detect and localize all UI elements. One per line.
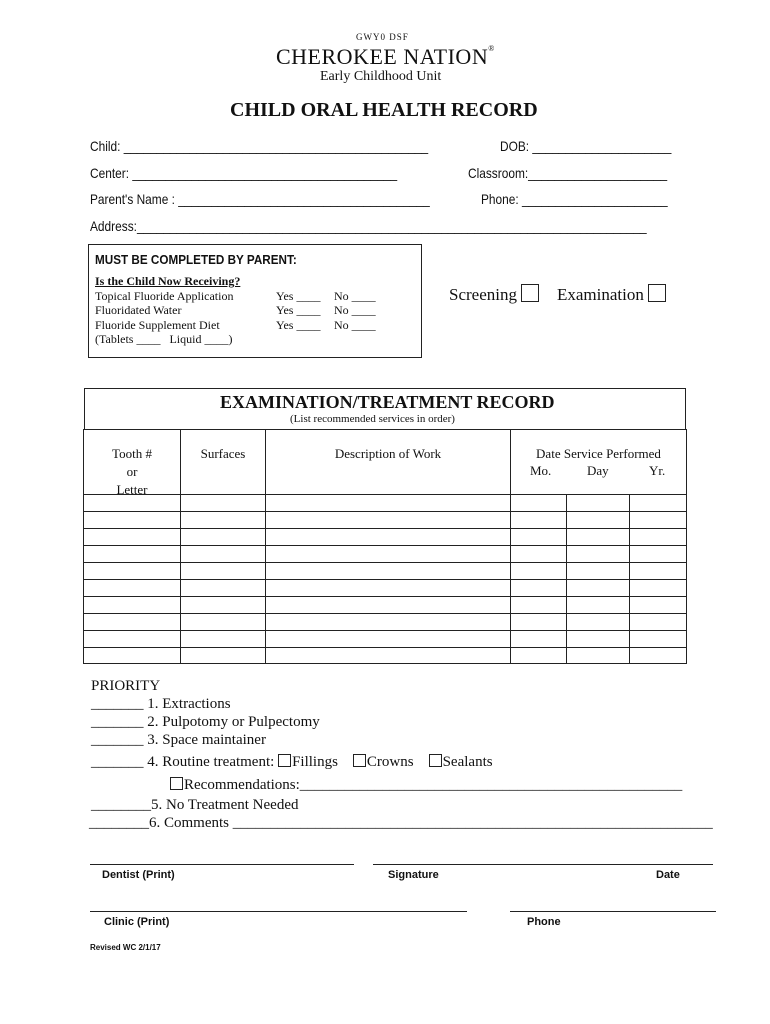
org-name: CHEROKEE NATION [276,44,489,69]
tablets-liquid[interactable]: (Tablets ____ Liquid ____) [95,332,233,346]
row-no[interactable]: No ____ [334,303,376,317]
dentist-line[interactable] [90,864,354,865]
screening-label: Screening [449,285,517,304]
row-no[interactable]: No ____ [334,289,376,303]
col-description-header: Description of Work [334,446,442,461]
signature-label: Signature [388,869,439,881]
receiving-question: Is the Child Now Receiving? [95,274,241,288]
syllabary-text: GWY0 DSF [356,32,409,42]
col-day-header: Day [587,463,609,478]
item4-label: _______ 4. Routine treatment: [91,754,275,770]
row-yes[interactable]: Yes ____ [276,289,321,303]
col-yr-header: Yr. [649,463,666,478]
priority-item-1[interactable]: _______ 1. Extractions [91,696,231,712]
col-surfaces-header: Surfaces [200,446,246,461]
priority-item-2[interactable]: _______ 2. Pulpotomy or Pulpectomy [91,714,320,730]
center-field[interactable]: Center: ________________________________________ [90,165,398,181]
row-no[interactable]: No ____ [334,318,376,332]
crowns-label: Crowns [366,754,414,770]
unit-name: Early Childhood Unit [320,69,442,84]
col-mo-header: Mo. [530,463,552,478]
row-yes[interactable]: Yes ____ [276,303,321,317]
priority-heading: PRIORITY [91,678,161,694]
phone-line[interactable] [510,911,716,912]
recommendations-label: Recommendations:___________________________________________________ [184,777,683,793]
address-field[interactable]: Address:_____________________________________________________________________________ [90,218,647,234]
clinic-label: Clinic (Print) [104,916,170,928]
dob-field[interactable]: DOB: _____________________ [500,138,672,154]
fillings-label: Fillings [292,754,338,770]
row-label: Fluoride Supplement Diet [95,318,220,332]
priority-item-6[interactable]: ________6. Comments ________________________________________________________________ [89,815,713,831]
phone-field[interactable]: Phone: ______________________ [481,191,668,207]
child-field[interactable]: Child: ______________________________________________ [90,138,429,154]
row-label: Topical Fluoride Application [95,289,234,303]
sealants-checkbox[interactable] [429,754,442,767]
date-label: Date [656,869,680,881]
clinic-line[interactable] [90,911,467,912]
col-tooth-line3: Letter [116,482,148,497]
fillings-checkbox[interactable] [278,754,291,767]
reg-mark: ® [488,44,495,53]
col-tooth-header [84,446,180,498]
sealants-label: Sealants [442,754,493,770]
parent-section-title: MUST BE COMPLETED BY PARENT: [95,252,297,267]
page-title: CHILD ORAL HEALTH RECORD [230,99,538,121]
col-date-header: Date Service Performed [536,446,661,461]
crowns-checkbox[interactable] [353,754,366,767]
record-title: EXAMINATION/TREATMENT RECORD [220,392,555,412]
revised-note: Revised WC 2/1/17 [90,943,161,952]
priority-item-3[interactable]: _______ 3. Space maintainer [91,732,266,748]
row-label: Fluoridated Water [95,303,182,317]
row-yes[interactable]: Yes ____ [276,318,321,332]
priority-item-5[interactable]: ________5. No Treatment Needed [91,797,299,813]
recommendations-field[interactable] [170,777,682,794]
col-tooth-line1: Tooth # [112,446,152,461]
record-subtitle: (List recommended services in order) [290,413,455,425]
signature-line[interactable] [373,864,713,865]
col-tooth-line2: or [126,464,138,479]
phone-label: Phone [527,916,561,928]
dentist-label: Dentist (Print) [102,869,175,881]
examination-label: Examination [557,285,644,304]
priority-item-4[interactable] [91,754,493,771]
recommendations-checkbox[interactable] [170,777,183,790]
classroom-field[interactable]: Classroom:_____________________ [468,165,668,181]
parent-name-field[interactable]: Parent's Name : ______________________________________ [90,191,430,207]
